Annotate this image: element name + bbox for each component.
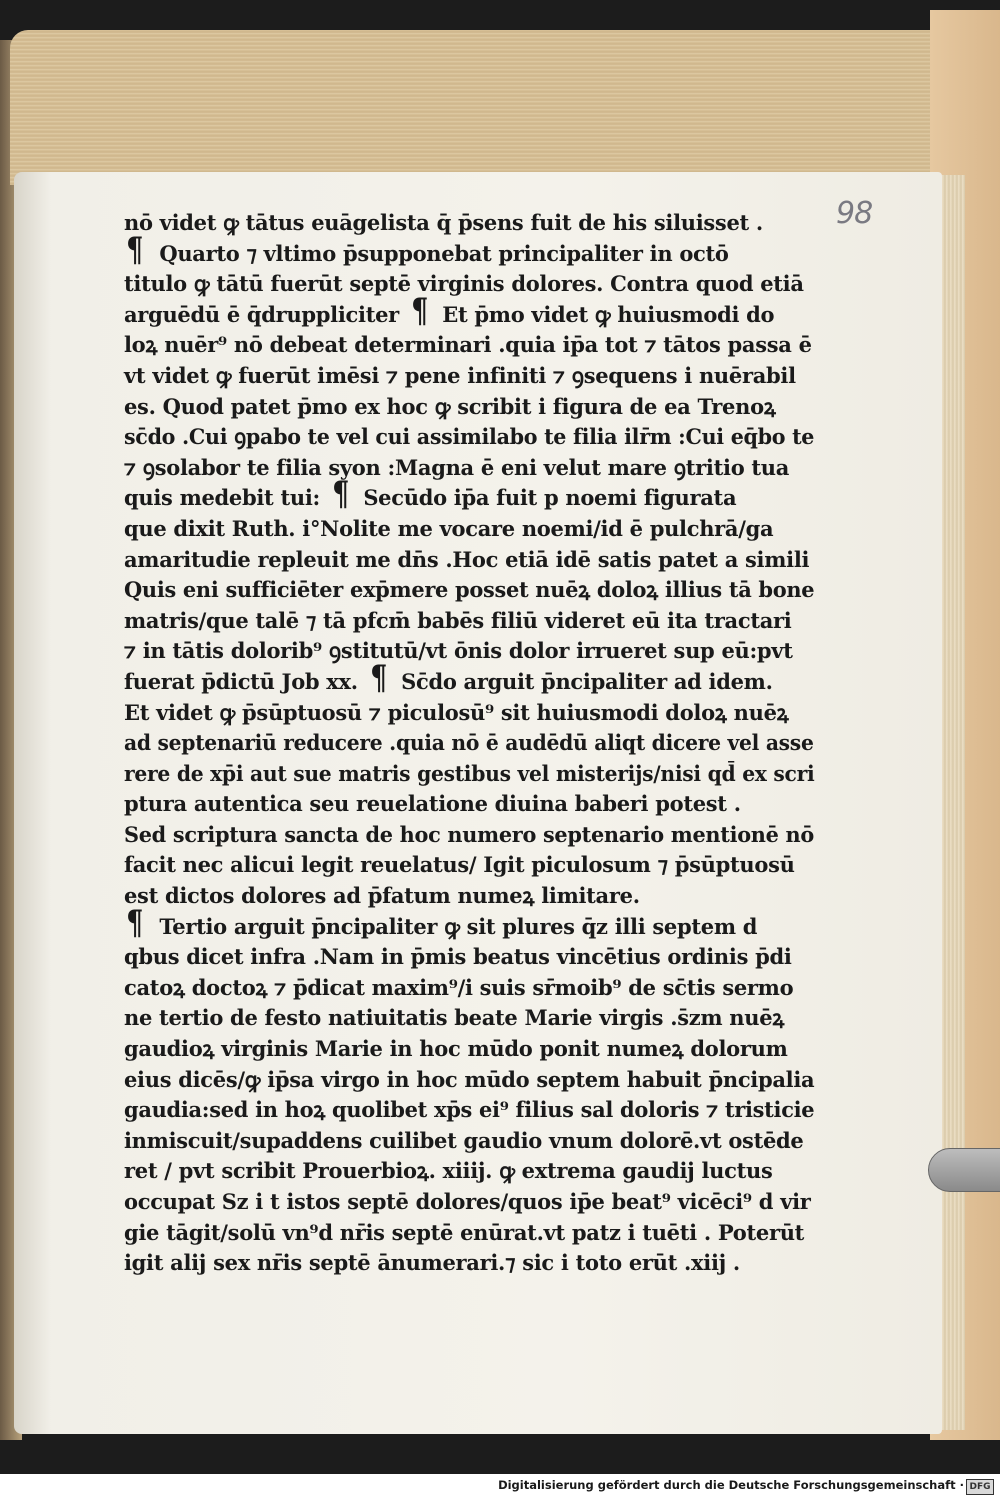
line-text: quis medebit tui: [124,485,320,511]
line-text: rere de xp̄i aut sue matris gestibus vel misterijs/nisi qd̄ ex scri [124,760,815,786]
line-text: inmiscuit/supaddens cuilibet gaudio vnum dolorē.vt ostēde [124,1127,804,1153]
text-line [124,942,814,973]
text-line [124,422,815,453]
line-text: arguēdū ē q̄druppliciter [124,301,399,327]
text-line [124,1034,814,1065]
text-line [124,474,814,515]
text-line [124,820,814,851]
line-text: ⁊ in tātis dolorib⁹ ꝯstitutū/vt ōnis dolor irrueret sup eū:pvt [124,638,793,664]
text-line [124,575,815,606]
line-text: sc̄do .Cui ꝯpabo te vel cui assimilabo te filia ilr̄m :Cui eq̄bo te [124,424,815,450]
text-line [124,657,814,698]
text-line [124,545,814,576]
text-line [124,973,814,1004]
line-text: es. Quod patet p̄mo ex hoc ꝙ scribit i figura de ea Trenoꝝ [124,393,776,419]
text-line [124,606,814,637]
line-text: vt videt ꝙ fuerūt imēsi ⁊ pene infiniti ⁊ ꝯsequens i nuērabil [124,362,796,388]
page-edges-top [10,30,970,185]
line-text: que dixit Ruth. i°Nolite me vocare noemi/id ē pulchrā/ga [124,515,774,541]
line-text: catoꝝ doctoꝝ ⁊ p̄dicat maxim⁹/i suis sr̄moib⁹ de sc̄tis sermo [124,974,794,1000]
text-line [124,1156,814,1187]
pilcrow-mark: ¶ [411,290,429,331]
pilcrow-mark: ¶ [369,657,387,698]
text-line [124,514,814,545]
line-text-continued: Sc̄do arguit p̄ncipaliter ad idem. [401,668,773,694]
text-line [124,1218,814,1249]
line-text: qbus dicet infra .Nam in p̄mis beatus vincētius ordinis p̄di [124,944,792,970]
line-text: Quis eni sufficiēter exp̄mere posset nuēꝝ doloꝝ illius tā bone [124,577,815,603]
line-text: eius dicēs/ꝙ ip̄sa virgo in hoc mūdo septem habuit p̄ncipalia [124,1066,815,1092]
line-text: amaritudie repleuit me dn̄s .Hoc etiā idē satis patet a simili [124,546,810,572]
line-text: igit alij sex nr̄is septē ānumerari.⁊ sic i toto erūt .xiij . [124,1250,740,1276]
line-text: ⁊ ꝯsolabor te filia syon :Magna ē eni velut mare ꝯtritio tua [124,454,790,480]
text-line [124,759,815,790]
text-line [124,1187,814,1218]
text-line [124,636,814,667]
pilcrow-mark: ¶ [332,474,350,515]
line-text: titulo ꝙ tātū fuerūt septē virginis dolores. Contra quod etiā [124,271,804,297]
text-line [124,902,814,943]
line-text: ad septenariū reducere .quia nō ē audēdū aliqt dicere vel asse [124,730,814,756]
line-text: Tertio arguit p̄ncipaliter ꝙ sit plures q̄z illi septem d [159,913,758,939]
text-line [124,361,814,392]
dfg-logo: DFG [966,1479,994,1495]
text-line [124,698,814,729]
text-line [124,208,814,239]
text-line [124,392,814,423]
line-text: gie tāgit/solū vn⁹d nr̄is septē enūrat.vt patz i tuēti . Poterūt [124,1219,805,1245]
line-text: matris/que talē ⁊ tā pfcm̄ babēs filiū videret eū ita tractari [124,607,792,633]
text-line [124,290,814,331]
text-line [124,1126,814,1157]
line-text-continued: Et p̄mo videt ꝙ huiusmodi do [442,301,775,327]
line-text: est dictos dolores ad p̄fatum numeꝝ limitare. [124,883,640,909]
text-line [124,1248,814,1279]
pilcrow-mark: ¶ [126,902,144,943]
folio-number: 98 [836,196,873,231]
line-text: Quarto ⁊ vltimo p̄supponebat principaliter in octō [159,240,729,266]
text-line [124,229,814,270]
line-text: Sed scriptura sancta de hoc numero septenario mentionē nō [124,821,814,847]
line-text: loꝝ nuēr⁹ nō debeat determinari .quia ip̄a tot ⁊ tātos passa ē [124,332,812,358]
line-text: ne tertio de festo natiuitatis beate Marie virgis .s̄zm nuēꝝ [124,1005,785,1031]
line-text-continued: Secūdo ip̄a fuit p noemi figurata [363,485,737,511]
text-line [124,789,814,820]
text-line [124,269,814,300]
text-line [124,850,814,881]
text-line [124,1095,815,1126]
line-text: nō videt ꝙ tātus euāgelista q̄ p̄sens fuit de his siluisset . [124,210,763,235]
line-text: ptura autentica seu reuelatione diuina baberi potest . [124,791,741,817]
text-line [124,1003,814,1034]
line-text: occupat Sz i t istos septē dolores/quos ip̄e beat⁹ vicēci⁹ d vir [124,1189,811,1214]
line-text: gaudia:sed in hoꝝ quolibet xp̄s ei⁹ filius sal doloris ⁊ tristicie [124,1097,815,1123]
footer-bar [0,1474,1000,1498]
line-text: ret / pvt scribit Prouerbioꝝ. xiiij. ꝙ extrema gaudij luctus [124,1158,773,1184]
text-block [124,208,814,1279]
line-text: gaudioꝝ virginis Marie in hoc mūdo ponit numeꝝ dolorum [124,1036,788,1062]
text-line [124,330,814,361]
pilcrow-mark: ¶ [126,229,144,270]
text-line [124,453,814,484]
page-clip [928,1148,1000,1192]
footer-credit: Digitalisierung gefördert durch die Deutsche Forschungsgemeinschaft · [498,1478,964,1492]
line-text: fuerat p̄dictū Job xx. [124,668,358,694]
line-text: Et videt ꝙ p̄sūptuosū ⁊ piculosū⁹ sit huiusmodi doloꝝ nuēꝝ [124,699,789,725]
line-text: facit nec alicui legit reuelatus/ Igit piculosum ⁊ p̄sūptuosū [124,852,795,878]
text-line [124,1065,814,1096]
text-line [124,728,814,759]
text-line [124,881,814,912]
